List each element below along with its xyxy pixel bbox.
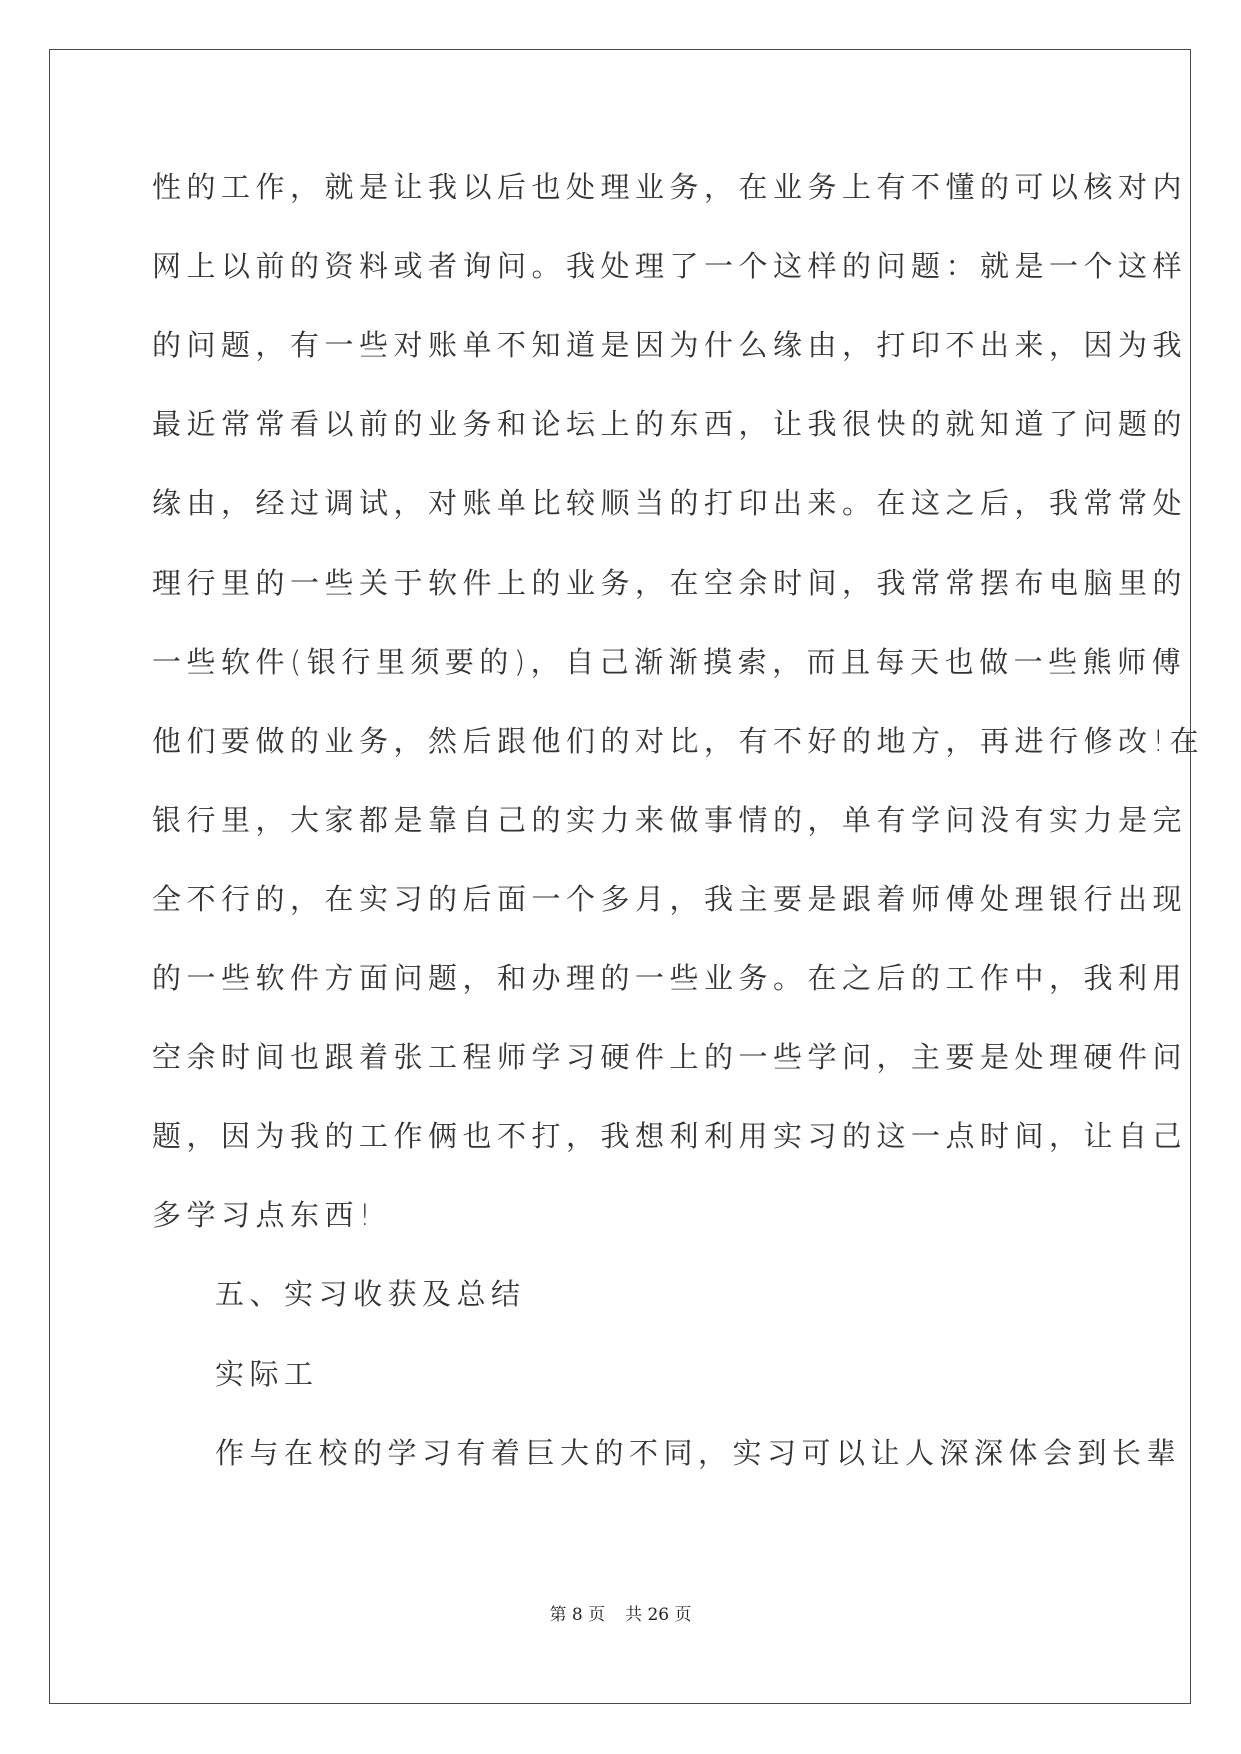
text-line: 全不行的，在实习的后面一个多月，我主要是跟着师傅处理银行出现 [152, 882, 1188, 916]
text-line: 作与在校的学习有着巨大的不同，实习可以让人深深体会到长辈 [215, 1436, 1182, 1470]
text-line: 银行里，大家都是靠自己的实力来做事情的，单有学问没有实力是完 [152, 803, 1188, 837]
text-line: 题，因为我的工作俩也不打，我想利利用实习的这一点时间，让自己 [152, 1119, 1188, 1153]
text-line: 他们要做的业务，然后跟他们的对比，有不好的地方，再进行修改!在 [152, 724, 1205, 758]
text-line: 理行里的一些关于软件上的业务，在空余时间，我常常摆布电脑里的 [152, 566, 1188, 600]
text-line: 的问题，有一些对账单不知道是因为什么缘由，打印不出来，因为我 [152, 328, 1188, 362]
text-line: 网上以前的资料或者询问。我处理了一个这样的问题：就是一个这样 [152, 249, 1188, 283]
section-heading: 五、实习收获及总结 [215, 1277, 526, 1311]
text-fragment: 实际工 [215, 1357, 319, 1391]
text-line: 最近常常看以前的业务和论坛上的东西，让我很快的就知道了问题的 [152, 407, 1188, 441]
text-line: 多学习点东西! [152, 1198, 377, 1232]
text-line: 性的工作，就是让我以后也处理业务，在业务上有不懂的可以核对内 [152, 170, 1188, 204]
text-line: 的一些软件方面问题，和办理的一些业务。在之后的工作中，我利用 [152, 961, 1188, 995]
page-number: 第 8 页 [549, 1605, 606, 1625]
text-line: 空余时间也跟着张工程师学习硬件上的一些学问，主要是处理硬件问 [152, 1040, 1188, 1074]
text-line: 一些软件(银行里须要的)，自己渐渐摸索，而且每天也做一些熊师傅 [152, 645, 1187, 679]
page-total: 共 26 页 [625, 1605, 692, 1625]
text-line: 缘由，经过调试，对账单比较顺当的打印出来。在这之后，我常常处 [152, 486, 1188, 520]
page-footer [0, 1600, 1241, 1625]
